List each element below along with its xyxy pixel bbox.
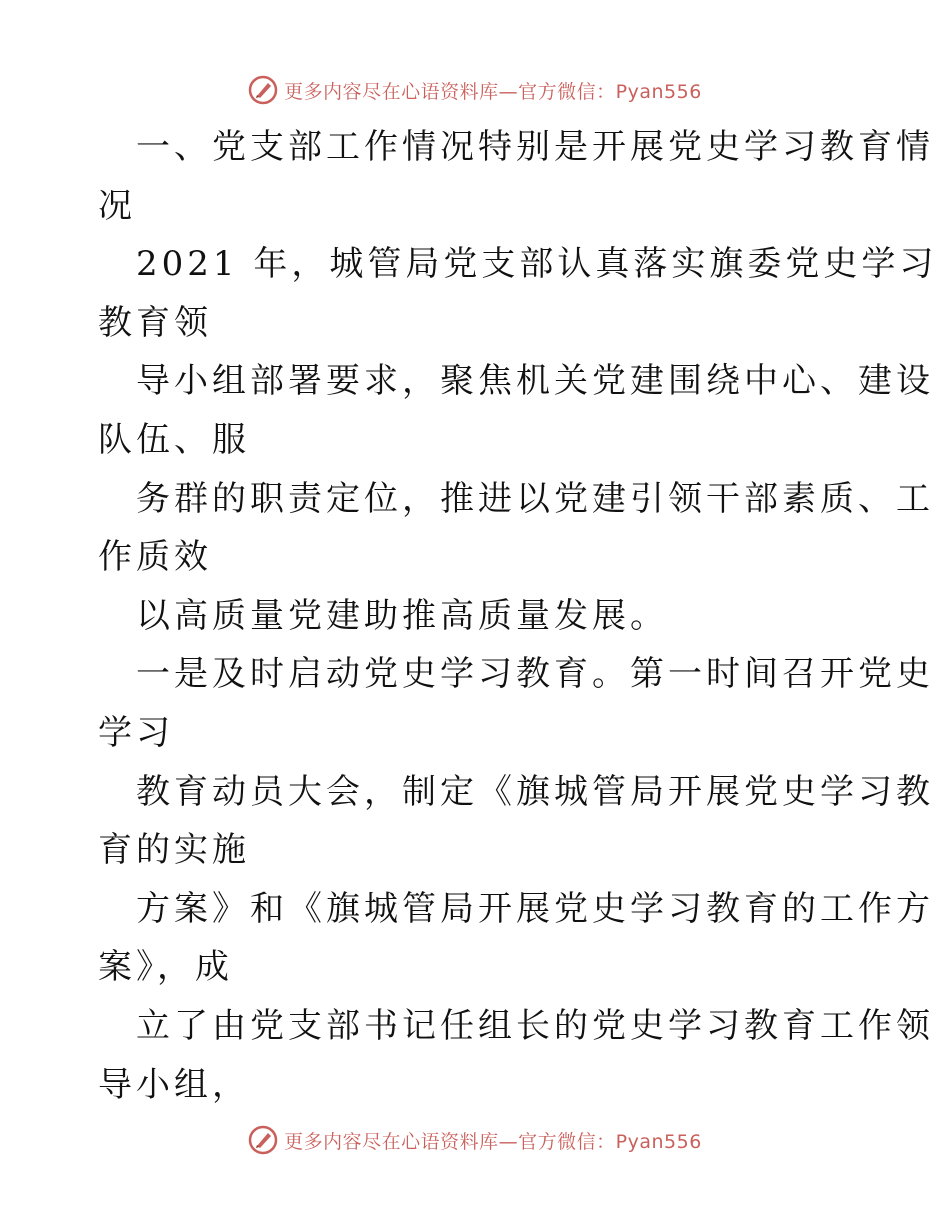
header-watermark-text: 更多内容尽在心语资料库—官方微信：Pyan556 (284, 80, 702, 103)
text-line: 导小组部署要求，聚焦机关党建围绕中心、建设 (136, 361, 934, 402)
text-line: 导小组， (98, 1064, 250, 1105)
pen-seal-logo-icon (248, 1125, 278, 1155)
text-line: 一、党支部工作情况特别是开展党史学习教育情 (136, 127, 934, 167)
text-line: 况 (98, 185, 136, 226)
text-line: 立了由党支部书记任组长的党史学习教育工作领 (136, 1005, 934, 1046)
text-line: 作质效 (98, 537, 212, 578)
text-line: 务群的职责定位，推进以党建引领干部素质、工 (136, 478, 934, 519)
text-line: 一是及时启动党史学习教育。第一时间召开党史 (136, 654, 934, 695)
footer-watermark (0, 1120, 950, 1160)
text-line: 以高质量党建助推高质量发展。 (136, 595, 668, 636)
document-body (98, 118, 938, 1114)
text-line: 2021 年，城管局党支部认真落实旗委党史学习 (136, 244, 938, 285)
footer-watermark-text: 更多内容尽在心语资料库—官方微信：Pyan556 (284, 1130, 702, 1153)
text-line: 队伍、服 (98, 419, 250, 460)
text-line: 教育领 (98, 302, 212, 343)
pen-seal-logo-icon (248, 75, 278, 105)
text-line: 方案》和《旗城管局开展党史学习教育的工作方 (136, 888, 934, 929)
text-line: 教育动员大会，制定《旗城管局开展党史学习教 (136, 771, 934, 812)
text-line: 案》，成 (98, 947, 233, 988)
header-watermark (0, 70, 950, 110)
text-line: 育的实施 (98, 830, 250, 871)
text-line: 学习 (98, 712, 174, 753)
